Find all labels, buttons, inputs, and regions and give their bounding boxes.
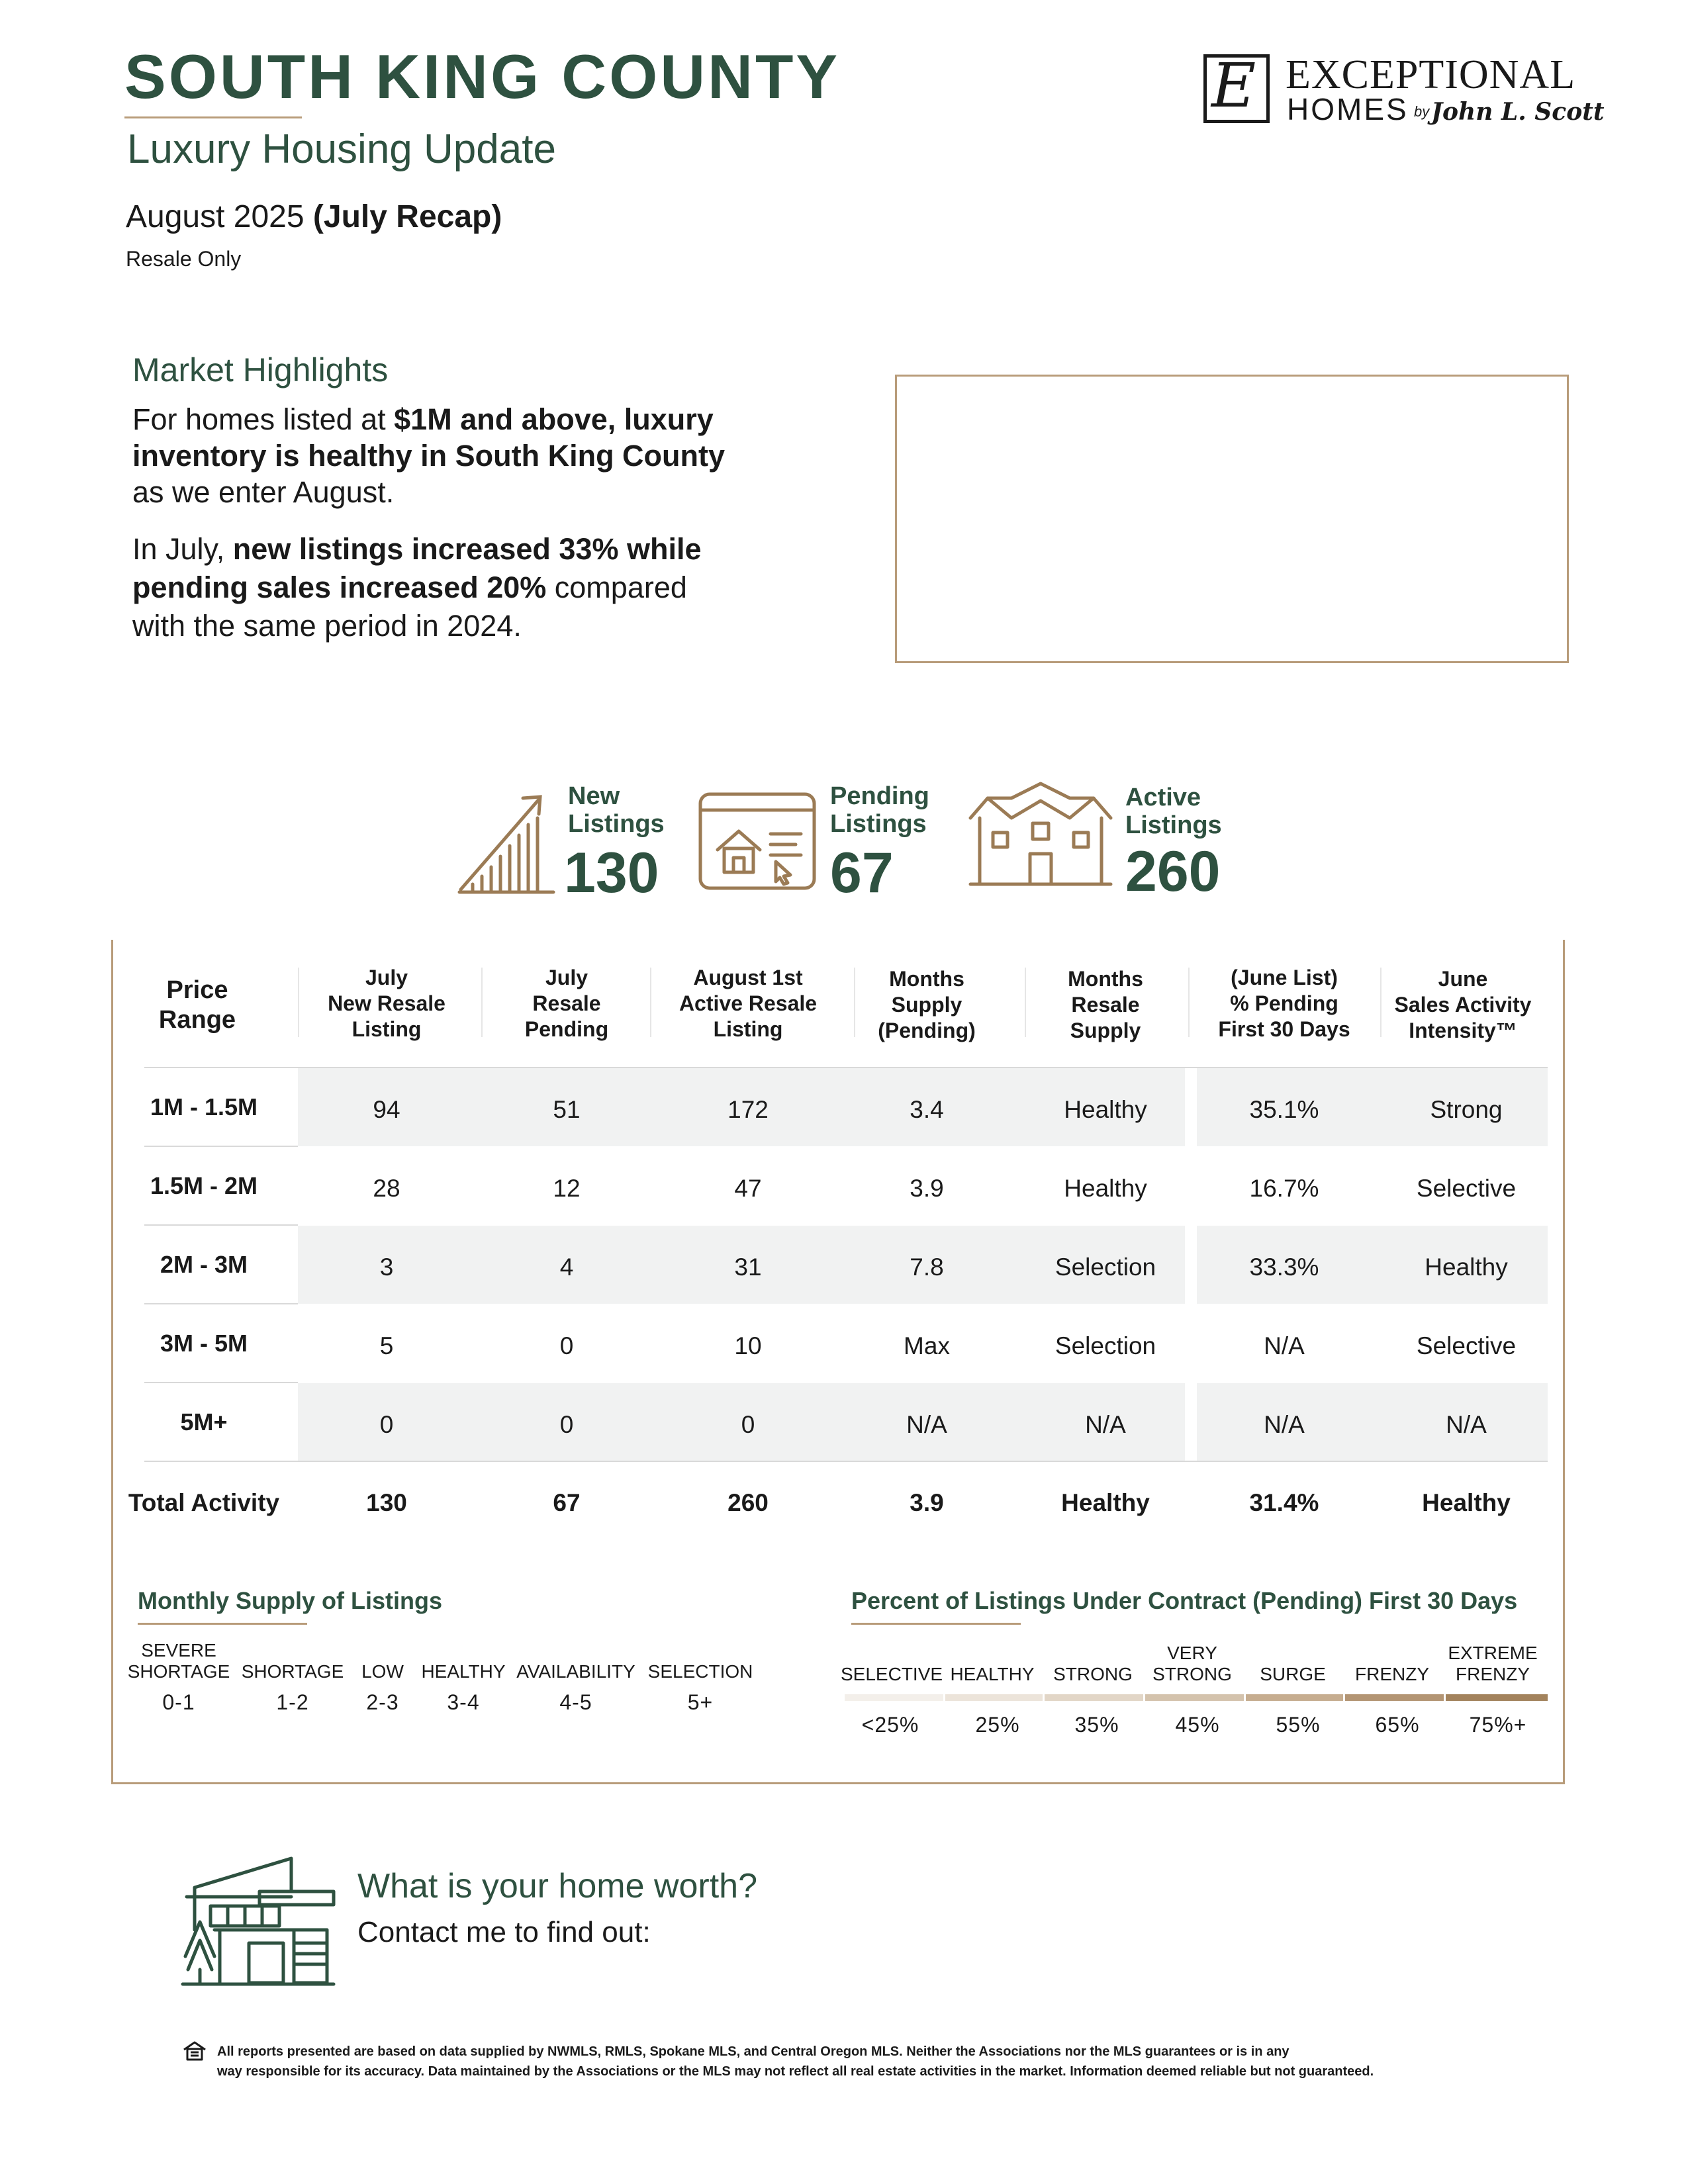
table-cell: 3: [379, 1253, 394, 1281]
supply-legend-title: Monthly Supply of Listings: [138, 1587, 442, 1614]
table-cell: 5: [379, 1332, 394, 1359]
active-listings-label: Active Listings: [1125, 784, 1222, 839]
table-cell: 12: [553, 1175, 581, 1202]
table-cell: 3.9: [910, 1175, 944, 1202]
table-cell: N/A: [1446, 1411, 1487, 1438]
pending-legend-pct: 65%: [1375, 1713, 1420, 1737]
pending-scale-tick: [943, 1694, 945, 1704]
total-cell: 67: [553, 1489, 581, 1516]
pending-scale-tick: [1043, 1694, 1045, 1704]
pending-legend-pct: 45%: [1175, 1713, 1220, 1737]
highlights-paragraph-2: In July, new listings increased 33% while pending sales increased 20% compared with the same period in 2024.: [132, 532, 702, 643]
pending-scale-segment: [1144, 1694, 1244, 1701]
pending-scale-segment: [845, 1694, 944, 1701]
table-cell: Selection: [1055, 1253, 1156, 1281]
total-cell: 260: [727, 1489, 769, 1516]
house-on-screen-icon: [698, 792, 817, 891]
pending-legend-pct: 25%: [975, 1713, 1020, 1737]
title-underline: [124, 116, 302, 118]
resale-note: Resale Only: [126, 247, 242, 271]
table-cell: Strong: [1430, 1096, 1503, 1123]
home-worth-question: What is your home worth?: [357, 1867, 758, 1905]
row-divider: [144, 1461, 1548, 1462]
header-pending: July Resale Pending: [524, 966, 609, 1041]
pending-legend-pct: <25%: [861, 1713, 919, 1737]
table-cell: Healthy: [1425, 1253, 1508, 1281]
pending-listings-value: 67: [830, 841, 894, 905]
table-cell: 94: [373, 1096, 400, 1123]
table-cell: 4: [559, 1253, 574, 1281]
table-cell: 31: [734, 1253, 762, 1281]
pending-scale-tick: [1343, 1694, 1345, 1704]
table-cell: 172: [727, 1096, 769, 1123]
report-subtitle: Luxury Housing Update: [127, 126, 556, 172]
pending-legend-label: EXTREME FRENZY: [1448, 1643, 1538, 1684]
brand-logo: [1203, 50, 1605, 131]
disclaimer: [217, 2042, 1475, 2081]
pending-legend-underline: [851, 1623, 1021, 1625]
pending-scale-segment: [1043, 1694, 1144, 1701]
price-range-cell: 1M - 1.5M: [150, 1093, 258, 1120]
table-cell: 0: [741, 1411, 755, 1438]
supply-legend-label: HEALTHY: [421, 1661, 506, 1682]
table-cell: 35.1%: [1249, 1096, 1319, 1123]
report-month: August 2025: [126, 199, 305, 234]
new-listings-label: New Listings: [568, 782, 665, 838]
pending-scale-segment: [1344, 1694, 1444, 1701]
pending-listings-label: Pending Listings: [830, 782, 929, 838]
disclaimer-line-1: All reports presented are based on data supplied by NWMLS, RMLS, Spokane MLS, and Central Oregon MLS. Neither the Associations nor the MLS guarantees or is in any: [217, 2044, 1289, 2059]
table-cell: 0: [379, 1411, 394, 1438]
supply-legend-label: AVAILABILITY: [516, 1661, 635, 1682]
pending-legend-title: Percent of Listings Under Contract (Pending) First 30 Days: [851, 1587, 1518, 1614]
row-divider: [144, 1382, 298, 1383]
table-cell: N/A: [1264, 1332, 1305, 1359]
supply-legend-range: 0-1: [162, 1690, 195, 1714]
table-cell: 33.3%: [1249, 1253, 1319, 1281]
header-separator: [854, 968, 855, 1037]
total-label: Total Activity: [128, 1489, 280, 1516]
table-cell: Selective: [1416, 1175, 1517, 1202]
table-cell: 3.4: [910, 1096, 944, 1123]
new-listings-value: 130: [564, 841, 659, 905]
supply-legend-range: 5+: [687, 1690, 714, 1714]
supply-legend-label: LOW: [361, 1661, 404, 1682]
pending-scale-tick: [1143, 1694, 1145, 1704]
header-months-resale-supply: Months Resale Supply: [1068, 967, 1143, 1042]
table-cell: 0: [559, 1332, 574, 1359]
pending-legend-label: HEALTHY: [950, 1664, 1035, 1684]
header-separator: [1380, 968, 1382, 1037]
table-cell: Selection: [1055, 1332, 1156, 1359]
modern-house-icon: [180, 1856, 336, 1987]
header-pending-first-30: (June List) % Pending First 30 Days: [1218, 966, 1350, 1041]
rising-bar-chart-icon: [457, 792, 556, 897]
table-cell: 28: [373, 1175, 400, 1202]
row-divider: [144, 1067, 1548, 1068]
supply-legend-range: 4-5: [559, 1690, 592, 1714]
total-cell: 3.9: [910, 1489, 944, 1516]
pending-scale-segment: [1244, 1694, 1344, 1701]
table-cell: 0: [559, 1411, 574, 1438]
table-cell: 16.7%: [1249, 1175, 1319, 1202]
total-cell: 31.4%: [1249, 1489, 1319, 1516]
report-recap: (July Recap): [312, 199, 502, 234]
supply-legend-label: SELECTION: [647, 1661, 753, 1682]
price-range-cell: 2M - 3M: [160, 1251, 248, 1278]
header-months-supply-pending: Months Supply (Pending): [878, 967, 976, 1042]
header-separator: [650, 968, 651, 1037]
price-range-cell: 3M - 5M: [160, 1330, 248, 1357]
total-cell: Healthy: [1422, 1489, 1511, 1516]
logo-brand: John L. Scott: [1431, 98, 1605, 126]
active-listings-value: 260: [1125, 840, 1221, 903]
row-divider: [144, 1224, 298, 1226]
supply-legend-label: SHORTAGE: [241, 1661, 344, 1682]
logo-line-2: HOMES: [1287, 92, 1409, 126]
supply-legend-range: 1-2: [276, 1690, 309, 1714]
header-separator: [1025, 968, 1026, 1037]
pending-legend-label: VERY STRONG: [1152, 1643, 1232, 1684]
logo-letter: E: [1211, 50, 1256, 121]
report-date: [126, 199, 502, 235]
pending-legend-label: STRONG: [1053, 1664, 1133, 1684]
supply-legend-label: SEVERE SHORTAGE: [127, 1640, 230, 1682]
logo-line-1: EXCEPTIONAL: [1286, 52, 1576, 97]
house-icon: [968, 781, 1113, 887]
total-cell: Healthy: [1061, 1489, 1150, 1516]
logo-by: by: [1414, 103, 1430, 120]
pending-legend-label: FRENZY: [1355, 1664, 1429, 1684]
disclaimer-line-2: way responsible for its accuracy. Data maintained by the Associations or the MLS may not reflect all real estate activities in the market. Information deemed reliable but not guaranteed.: [217, 2064, 1374, 2079]
table-cell: Healthy: [1064, 1175, 1147, 1202]
pending-scale-segment: [1444, 1694, 1548, 1701]
report-title: SOUTH KING COUNTY: [124, 42, 841, 111]
table-cell: Max: [904, 1332, 950, 1359]
pending-legend-label: SELECTIVE: [841, 1664, 943, 1684]
header-separator: [298, 968, 299, 1037]
pending-legend-label: SURGE: [1260, 1664, 1326, 1684]
header-sales-intensity: June Sales Activity Intensity™: [1394, 967, 1532, 1042]
pending-scale-segment: [944, 1694, 1043, 1701]
supply-legend-underline: [138, 1623, 307, 1625]
table-cell: Healthy: [1064, 1096, 1147, 1123]
highlights-title: Market Highlights: [132, 351, 389, 388]
header-new-listing: July New Resale Listing: [328, 966, 445, 1041]
supply-legend-range: 3-4: [447, 1690, 480, 1714]
home-worth-contact: Contact me to find out:: [357, 1916, 651, 1948]
table-cell: 51: [553, 1096, 581, 1123]
equal-housing-icon: [183, 2041, 207, 2061]
table-cell: N/A: [906, 1411, 947, 1438]
total-cell: 130: [366, 1489, 407, 1516]
row-divider: [144, 1303, 298, 1304]
table-cell: Selective: [1416, 1332, 1517, 1359]
pending-legend-pct: 55%: [1276, 1713, 1321, 1737]
table-cell: 7.8: [910, 1253, 944, 1281]
table-cell: 47: [734, 1175, 762, 1202]
pending-legend-pct: 35%: [1074, 1713, 1119, 1737]
header-separator: [1188, 968, 1190, 1037]
supply-legend-range: 2-3: [366, 1690, 399, 1714]
header-separator: [481, 968, 483, 1037]
table-cell: N/A: [1085, 1411, 1126, 1438]
header-active-listing: August 1st Active Resale Listing: [679, 966, 818, 1041]
table-cell: N/A: [1264, 1411, 1305, 1438]
price-range-cell: 1.5M - 2M: [150, 1172, 258, 1199]
pending-scale-tick: [1244, 1694, 1246, 1704]
table-cell: 10: [734, 1332, 762, 1359]
pending-legend-pct: 75%+: [1469, 1713, 1527, 1737]
row-divider: [144, 1146, 298, 1147]
price-range-cell: 5M+: [180, 1408, 228, 1435]
pending-scale-tick: [1444, 1694, 1446, 1704]
highlights-paragraph-1: For homes listed at $1M and above, luxury inventory is healthy in South King County as we enter August.: [132, 402, 726, 509]
image-placeholder: [895, 375, 1569, 663]
header-price-range: Price Range: [158, 976, 236, 1034]
